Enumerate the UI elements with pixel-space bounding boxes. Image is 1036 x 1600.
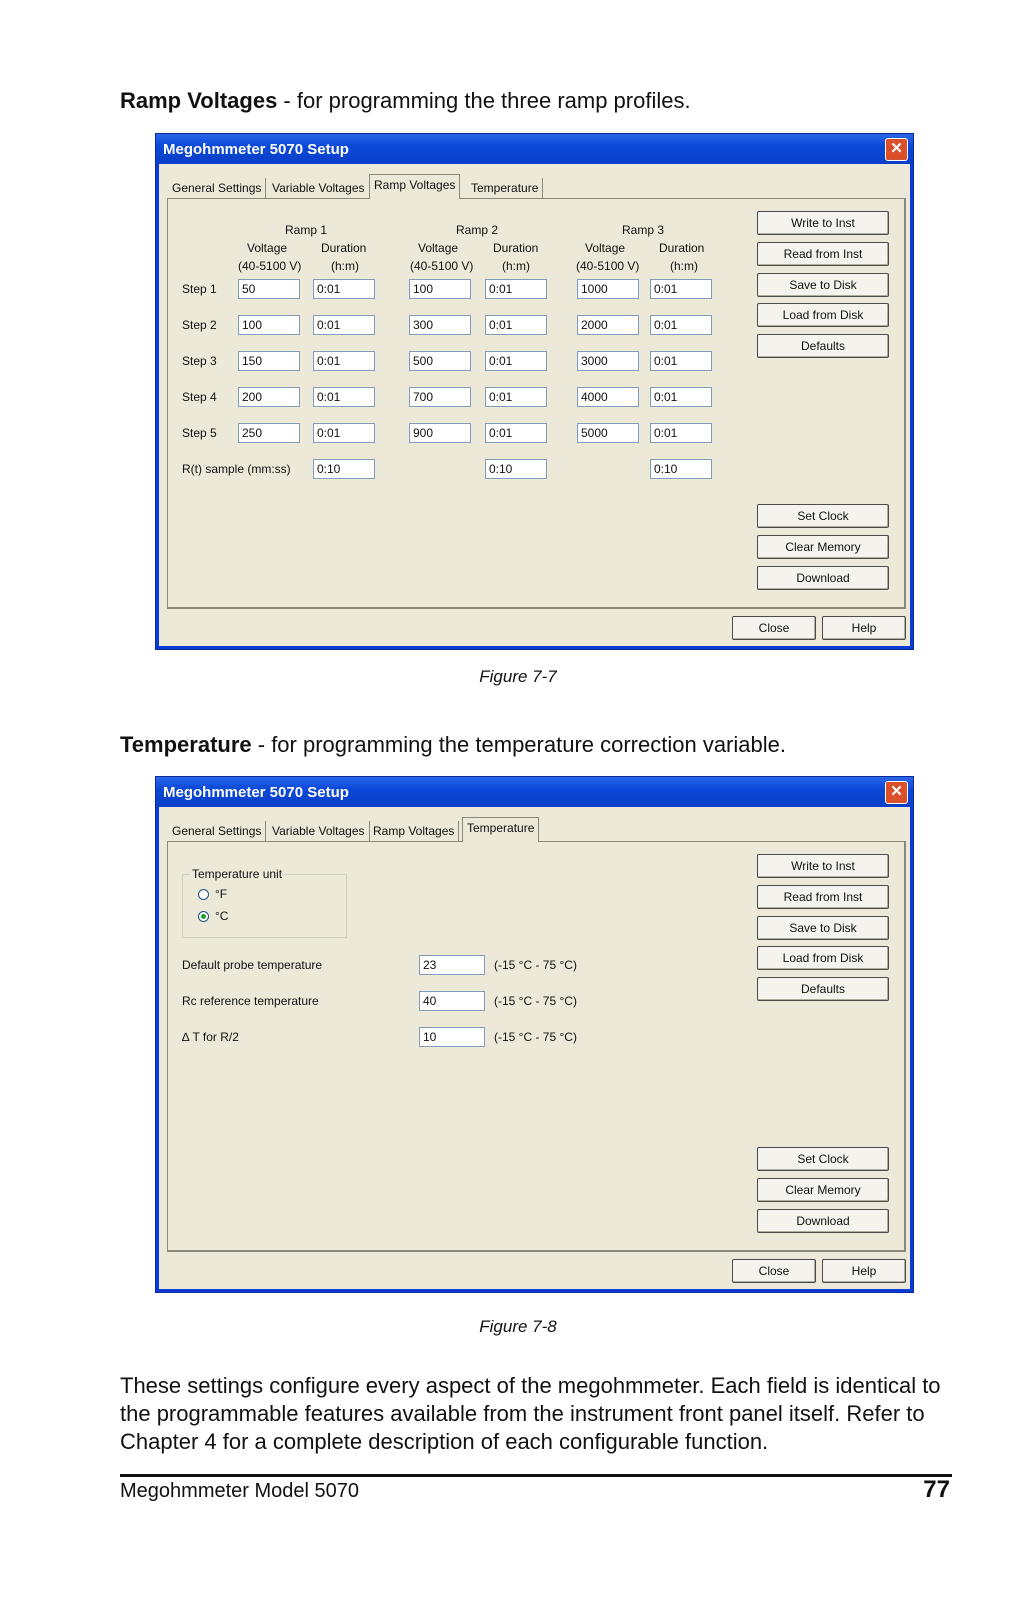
ramp2-duration-field[interactable]: 0:01 bbox=[485, 423, 547, 443]
heading-bold: Temperature bbox=[120, 732, 252, 757]
tab-ramp-voltages[interactable]: Ramp Voltages bbox=[369, 174, 460, 199]
voltage-range: (40-5100 V) bbox=[238, 259, 302, 273]
close-window-icon[interactable]: ✕ bbox=[885, 138, 908, 161]
title-bar bbox=[156, 134, 913, 164]
voltage-header: Voltage bbox=[418, 241, 459, 255]
clear-memory-button[interactable]: Clear Memory bbox=[757, 1178, 889, 1202]
download-button[interactable]: Download bbox=[757, 566, 889, 590]
setup-dialog-temperature bbox=[155, 776, 914, 1293]
ramp3-duration-field[interactable]: 0:01 bbox=[650, 387, 712, 407]
radio-celsius[interactable] bbox=[198, 911, 209, 922]
save-to-disk-button[interactable]: Save to Disk bbox=[757, 273, 889, 297]
ramp1-voltage-field[interactable]: 250 bbox=[238, 423, 300, 443]
help-button[interactable]: Help bbox=[822, 1259, 906, 1283]
ramp2-voltage-field[interactable]: 100 bbox=[409, 279, 471, 299]
help-button[interactable]: Help bbox=[822, 616, 906, 640]
ramp3-voltage-field[interactable]: 4000 bbox=[577, 387, 639, 407]
default-probe-field[interactable]: 23 bbox=[419, 955, 485, 975]
close-window-icon[interactable]: ✕ bbox=[885, 781, 908, 804]
ramp1-sample-field[interactable]: 0:10 bbox=[313, 459, 375, 479]
heading-bold: Ramp Voltages bbox=[120, 88, 278, 113]
ramp1-duration-field[interactable]: 0:01 bbox=[313, 423, 375, 443]
write-to-inst-button[interactable]: Write to Inst bbox=[757, 211, 889, 235]
ramp2-sample-field[interactable]: 0:10 bbox=[485, 459, 547, 479]
voltage-range: (40-5100 V) bbox=[576, 259, 640, 273]
ramp1-duration-field[interactable]: 0:01 bbox=[313, 315, 375, 335]
heading-rest: - for programming the three ramp profiles. bbox=[277, 88, 691, 113]
page-number: 77 bbox=[923, 1476, 950, 1503]
voltage-range: (40-5100 V) bbox=[410, 259, 474, 273]
duration-header: Duration bbox=[659, 241, 705, 255]
step-label: Step 1 bbox=[182, 282, 217, 296]
tab-temperature[interactable]: Temperature bbox=[467, 178, 543, 198]
section-heading-ramp bbox=[120, 88, 691, 114]
ramp3-sample-field[interactable]: 0:10 bbox=[650, 459, 712, 479]
ramp2-voltage-field[interactable]: 900 bbox=[409, 423, 471, 443]
heading-rest: - for programming the temperature correction variable. bbox=[251, 732, 786, 757]
ramp2-duration-field[interactable]: 0:01 bbox=[485, 387, 547, 407]
tab-variable-voltages[interactable]: Variable Voltages bbox=[268, 821, 370, 841]
delta-t-label: ∆ T for R/2 bbox=[182, 1030, 239, 1044]
duration-unit: (h:m) bbox=[331, 259, 359, 273]
duration-header: Duration bbox=[321, 241, 367, 255]
radio-fahrenheit[interactable] bbox=[198, 889, 209, 900]
step-label: Step 2 bbox=[182, 318, 217, 332]
range-text: (-15 °C - 75 °C) bbox=[494, 994, 577, 1008]
duration-header: Duration bbox=[493, 241, 539, 255]
tab-general-settings[interactable]: General Settings bbox=[168, 178, 266, 198]
fahrenheit-label: °F bbox=[215, 887, 228, 901]
ramp1-duration-field[interactable]: 0:01 bbox=[313, 279, 375, 299]
sample-label: R(t) sample (mm:ss) bbox=[182, 462, 291, 476]
ramp3-voltage-field[interactable]: 2000 bbox=[577, 315, 639, 335]
ramp1-duration-field[interactable]: 0:01 bbox=[313, 387, 375, 407]
default-probe-label: Default probe temperature bbox=[182, 958, 323, 972]
ramp3-voltage-field[interactable]: 5000 bbox=[577, 423, 639, 443]
set-clock-button[interactable]: Set Clock bbox=[757, 504, 889, 528]
window-title: Megohmmeter 5070 Setup bbox=[163, 141, 349, 158]
voltage-header: Voltage bbox=[585, 241, 626, 255]
footer-divider bbox=[120, 1474, 952, 1477]
dialog-client bbox=[159, 164, 910, 646]
range-text: (-15 °C - 75 °C) bbox=[494, 1030, 577, 1044]
rc-reference-label: Rc reference temperature bbox=[182, 994, 319, 1008]
ramp1-voltage-field[interactable]: 50 bbox=[238, 279, 300, 299]
ramp1-header: Ramp 1 bbox=[285, 223, 328, 237]
tab-variable-voltages[interactable]: Variable Voltages bbox=[268, 178, 370, 198]
duration-unit: (h:m) bbox=[670, 259, 698, 273]
ramp1-voltage-field[interactable]: 200 bbox=[238, 387, 300, 407]
delta-t-field[interactable]: 10 bbox=[419, 1027, 485, 1047]
figure-caption-7-8: Figure 7-8 bbox=[479, 1317, 557, 1336]
ramp3-duration-field[interactable]: 0:01 bbox=[650, 279, 712, 299]
dialog-client bbox=[159, 807, 910, 1289]
close-button[interactable]: Close bbox=[732, 616, 816, 640]
celsius-label: °C bbox=[215, 909, 229, 923]
window-title: Megohmmeter 5070 Setup bbox=[163, 784, 349, 801]
set-clock-button[interactable]: Set Clock bbox=[757, 1147, 889, 1171]
read-from-inst-button[interactable]: Read from Inst bbox=[757, 242, 889, 266]
download-button[interactable]: Download bbox=[757, 1209, 889, 1233]
save-to-disk-button[interactable]: Save to Disk bbox=[757, 916, 889, 940]
defaults-button[interactable]: Defaults bbox=[757, 334, 889, 358]
ramp2-duration-field[interactable]: 0:01 bbox=[485, 315, 547, 335]
voltage-header: Voltage bbox=[247, 241, 288, 255]
ramp1-voltage-field[interactable]: 100 bbox=[238, 315, 300, 335]
ramp2-header: Ramp 2 bbox=[456, 223, 499, 237]
defaults-button[interactable]: Defaults bbox=[757, 977, 889, 1001]
ramp3-voltage-field[interactable]: 3000 bbox=[577, 351, 639, 371]
ramp3-voltage-field[interactable]: 1000 bbox=[577, 279, 639, 299]
tab-ramp-voltages[interactable]: Ramp Voltages bbox=[369, 821, 459, 841]
ramp3-duration-field[interactable]: 0:01 bbox=[650, 351, 712, 371]
range-text: (-15 °C - 75 °C) bbox=[494, 958, 577, 972]
setup-dialog-ramp bbox=[155, 133, 914, 650]
read-from-inst-button[interactable]: Read from Inst bbox=[757, 885, 889, 909]
load-from-disk-button[interactable]: Load from Disk bbox=[757, 303, 889, 327]
step-label: Step 3 bbox=[182, 354, 217, 368]
temperature-unit-label: Temperature unit bbox=[192, 867, 283, 881]
section-heading-temperature bbox=[120, 732, 786, 758]
ramp2-voltage-field[interactable]: 300 bbox=[409, 315, 471, 335]
ramp2-voltage-field[interactable]: 500 bbox=[409, 351, 471, 371]
rc-reference-field[interactable]: 40 bbox=[419, 991, 485, 1011]
ramp1-voltage-field[interactable]: 150 bbox=[238, 351, 300, 371]
figure-caption-7-7: Figure 7-7 bbox=[479, 667, 557, 686]
tab-general-settings[interactable]: General Settings bbox=[168, 821, 266, 841]
ramp1-duration-field[interactable]: 0:01 bbox=[313, 351, 375, 371]
ramp2-voltage-field[interactable]: 700 bbox=[409, 387, 471, 407]
close-button[interactable]: Close bbox=[732, 1259, 816, 1283]
duration-unit: (h:m) bbox=[502, 259, 530, 273]
step-label: Step 4 bbox=[182, 390, 217, 404]
ramp2-duration-field[interactable]: 0:01 bbox=[485, 279, 547, 299]
footer-title: Megohmmeter Model 5070 bbox=[120, 1480, 360, 1502]
ramp3-duration-field[interactable]: 0:01 bbox=[650, 315, 712, 335]
clear-memory-button[interactable]: Clear Memory bbox=[757, 535, 889, 559]
ramp3-header: Ramp 3 bbox=[622, 223, 665, 237]
write-to-inst-button[interactable]: Write to Inst bbox=[757, 854, 889, 878]
step-label: Step 5 bbox=[182, 426, 217, 440]
temperature-unit-group bbox=[182, 874, 347, 938]
load-from-disk-button[interactable]: Load from Disk bbox=[757, 946, 889, 970]
ramp3-duration-field[interactable]: 0:01 bbox=[650, 423, 712, 443]
ramp2-duration-field[interactable]: 0:01 bbox=[485, 351, 547, 371]
title-bar bbox=[156, 777, 913, 807]
body-paragraph: These settings configure every aspect of the megohmmeter. Each field is identical to the programmable features available from the instrument front panel itself. Refer to Chapter 4 for a complete description of each configurable function. bbox=[120, 1373, 941, 1454]
tab-temperature[interactable]: Temperature bbox=[462, 817, 539, 842]
